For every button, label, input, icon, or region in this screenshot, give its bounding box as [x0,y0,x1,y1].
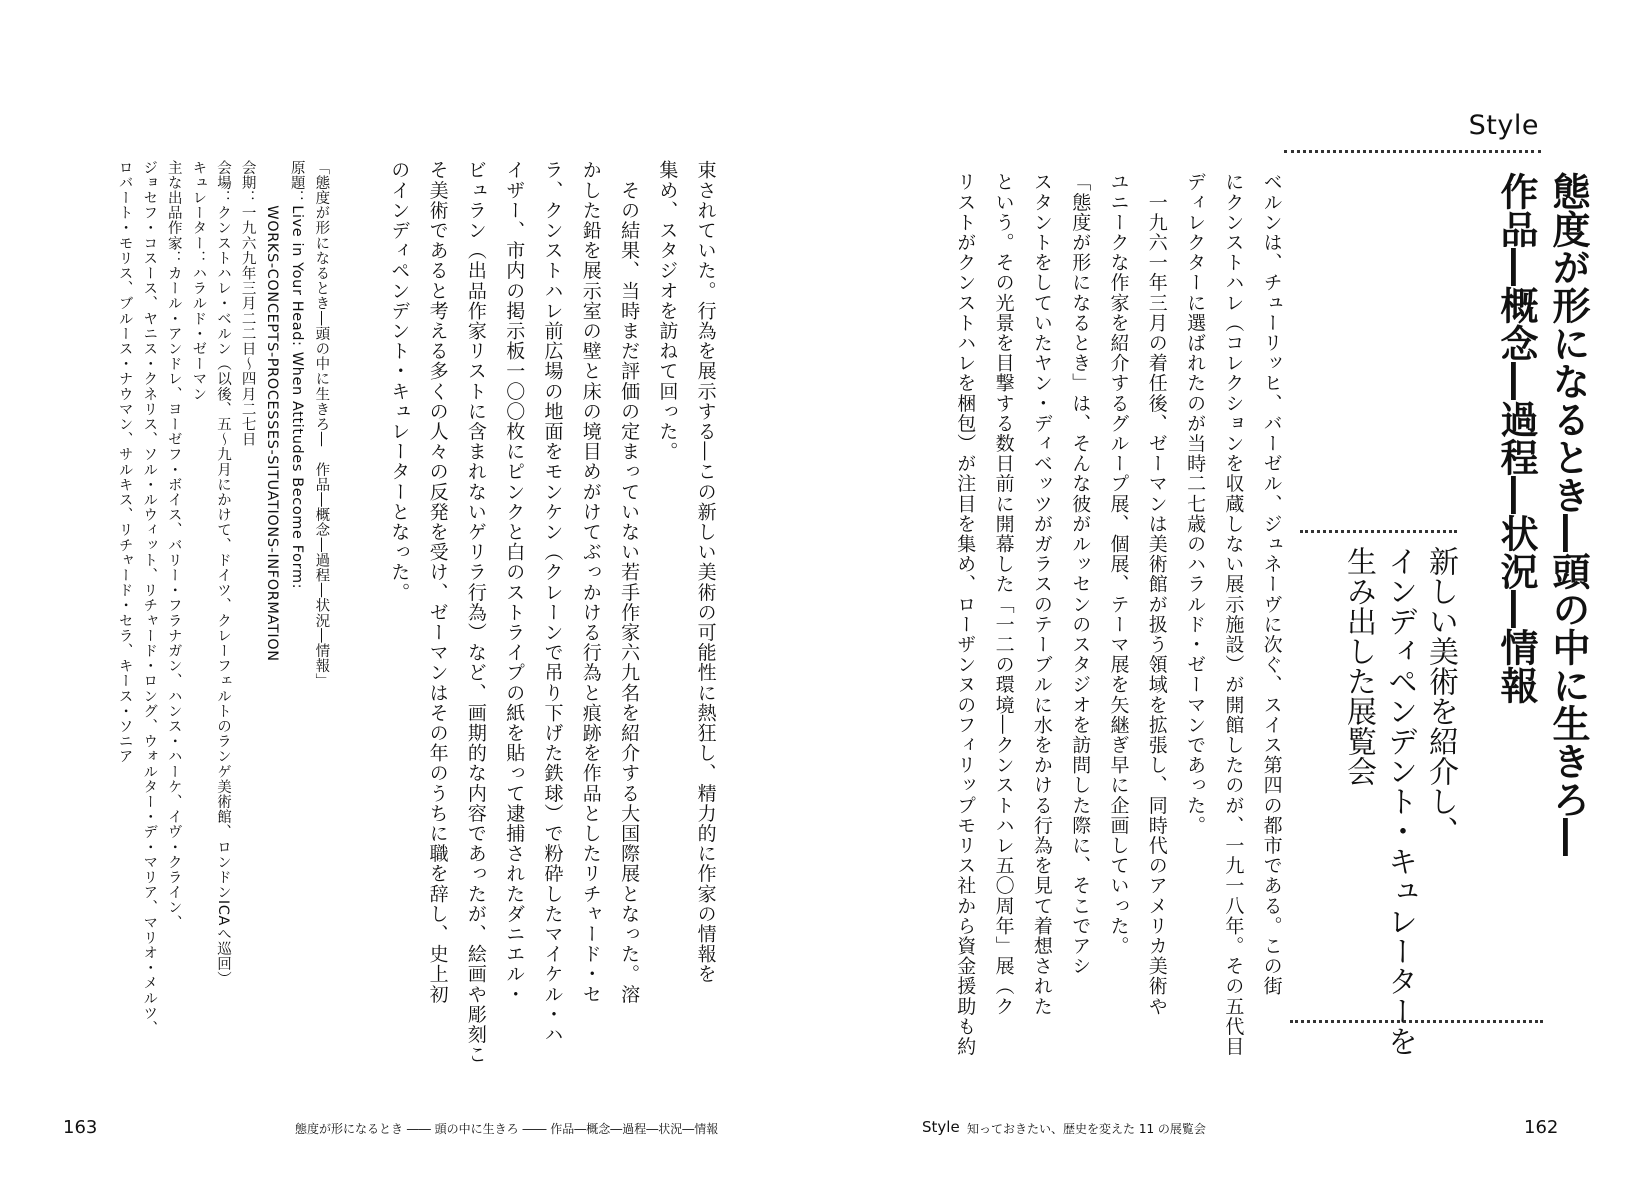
dotted-divider-middle [1300,530,1457,533]
page-number-left: 163 [63,1117,98,1138]
body-line: のインディペンデント・キュレーターとなった。 [388,160,411,603]
article-title [1490,172,1594,932]
section-label: Style [1468,110,1539,141]
credit-line: WORKS-CONCEPTS-PROCESSES-SITUATIONS-INFORMATION [264,160,281,662]
body-line: 束されていた。行為を展示する―この新しい美術の可能性に熱狂し、精力的に作家の情報を [694,160,717,985]
title-line-2: 作品―概念―過程―状況―情報 [1494,172,1538,704]
body-line: 集め、スタジオを訪ねて回った。 [656,160,679,462]
body-line: ベルンは、チューリッヒ、バーゼル、ジュネーヴに次ぐ、スイス第四の都市である。この街 [1260,172,1283,997]
credit-line: ロバート・モリス、ブルース・ナウマン、サルキス、リチャード・セラ、キース・ソニア [116,160,133,764]
right-page-body [946,172,1291,1057]
credit-line: キュレーター：ハラルド・ゼーマン [190,160,207,402]
running-head-right: 知っておきたい、歴史を変えた 11 の展覧会 [967,1122,1206,1136]
article-subtitle [1338,546,1461,1056]
body-line: にクンストハレ（コレクションを収蔵しない展示施設）が開館したのが、一九一八年。その五代目 [1222,172,1245,1057]
body-line: ユニークな作家を紹介するグループ展、個展、テーマ展を矢継ぎ早に企画していった。 [1107,172,1130,956]
credit-line: 会場：クンストハレ・ベルン（以後、五〜九月にかけて、ドイツ、クレーフェルトのランゲ美術館、ロンドンICAへ巡回） [214,160,231,987]
body-line: という。その光景を目撃する数日前に開幕した「一二の環境―クンストハレ五〇周年」展（ク [992,172,1015,1017]
body-line: その結果、当時まだ評価の定まっていない若手作家六九名を紹介する大国際展となった。溶 [618,160,641,1005]
running-head-section-label: Style [922,1118,960,1136]
title-line-1: 態度が形になるとき―頭の中に生きろ― [1546,172,1590,856]
left-page-body [380,160,725,1065]
running-head-left: 態度が形になるとき ―― 頭の中に生きろ ―― 作品―概念―過程―状況―情報 [295,1122,719,1136]
body-line: 「態度が形になるとき」は、そんな彼がルッセンのスタジオを訪問した際に、そこでアシ [1069,172,1092,976]
body-line: そ美術であると考える多くの人々の反発を受け、ゼーマンはその年のうちに職を辞し、史上初 [426,160,449,1005]
credit-line: 「態度が形になるとき―頭の中に生きろ― 作品―概念―過程―状況―情報」 [313,160,330,689]
subtitle-line-2: インディペンデント・キュレーターを [1382,546,1417,1056]
subtitle-line-1: 新しい美術を紹介し、 [1423,546,1458,846]
body-line: かした鉛を展示室の壁と床の境目めがけてぶっかける行為と痕跡を作品としたリチャード・セ [579,160,602,1005]
exhibition-credits [112,160,333,1036]
page-number-right: 162 [1524,1117,1559,1138]
body-line: 一九六一年三月の着任後、ゼーマンは美術館が扱う領域を拡張し、同時代のアメリカ美術や [1145,172,1168,1017]
body-line: リストがクンストハレを梱包）が注目を集め、ローザンヌのフィリップモリス社から資金援助も約 [954,172,977,1057]
subtitle-line-3: 生み出した展覧会 [1341,546,1376,786]
dotted-divider-bottom [1290,1020,1543,1023]
body-line: ラ、クンストハレ前広場の地面をモンケン（クレーンで吊り下げた鉄球）で粉砕したマイケル・ハ [541,160,564,1045]
dotted-divider-top [1284,150,1541,153]
credit-line: 会期：一九六九年三月二二日〜四月二七日 [239,160,256,447]
credit-line: 主な出品作家：カール・アンドレ、ヨーゼフ・ボイス、バリー・フラナガン、ハンス・ハーケ、イヴ・クライン、 [165,160,182,931]
credit-line: 原題：Live in Your Head: When Attitudes Become Form: [288,160,305,590]
body-line: ビュラン（出品作家リストに含まれないゲリラ行為）など、画期的な内容であったが、絵画や彫刻こ [464,160,487,1065]
body-line: スタントをしていたヤン・ディベッツがガラスのテーブルに水をかける行為を見て着想された [1030,172,1053,1017]
body-line: イザー、市内の掲示板一〇〇枚にピンクと白のストライプの紙を貼って逮捕されたダニエル・ [503,160,526,1005]
body-line: ディレクターに選ばれたのが当時二七歳のハラルド・ゼーマンであった。 [1184,172,1207,836]
credit-line: ジョセフ・コスース、ヤニス・クネリス、ソル・ルウィット、リチャード・ロング、ウォルター・デ・マリア、マリオ・メルツ、 [141,160,158,1036]
